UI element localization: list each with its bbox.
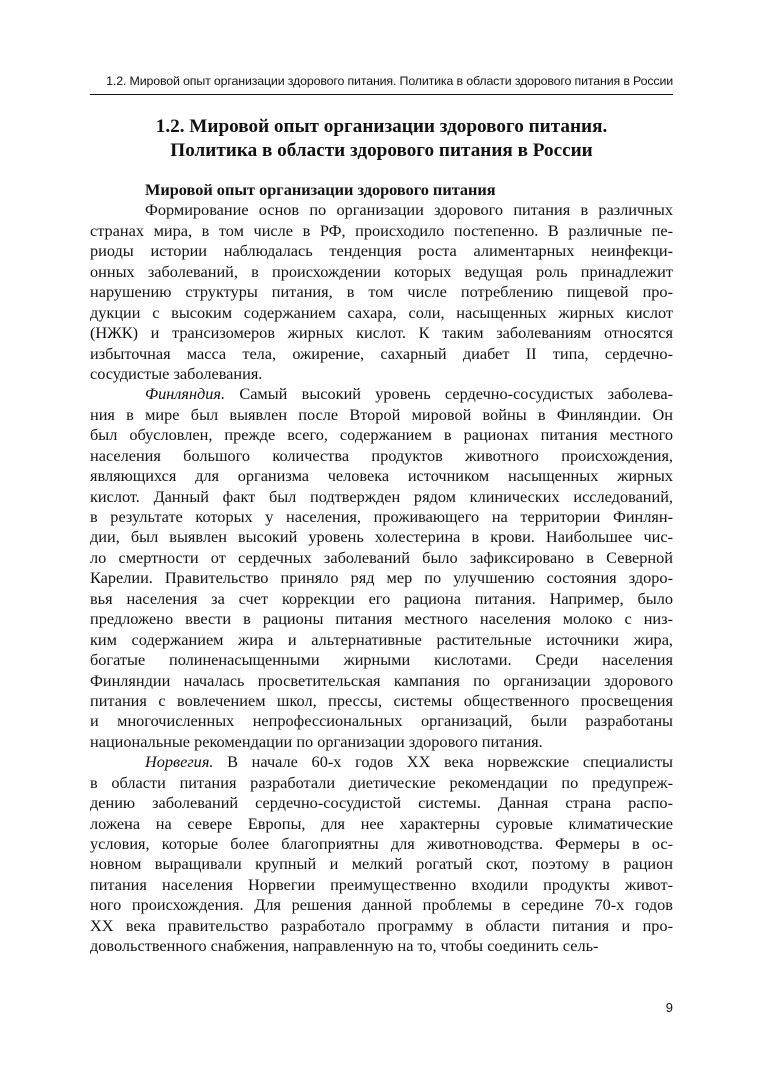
body-text (90, 180, 673, 957)
line-text: ложена на севере Европы, для нее характерны суровые климатические (90, 813, 673, 833)
text-line (90, 527, 673, 547)
line-text: вья населения за счет коррекции его рациона питания. Например, было (90, 588, 673, 608)
page-number: 9 (665, 1000, 673, 1015)
text-line (90, 548, 673, 568)
line-text: Карелии. Правительство приняло ряд мер по улучшению состояния здоро- (90, 568, 673, 588)
paragraph (90, 384, 673, 752)
line-text: ного происхождения. Для решения данной проблемы в середине 70-х годов (90, 895, 673, 915)
country-name: Норвегия. (145, 752, 214, 772)
text-line (90, 793, 673, 813)
line-text: был обусловлен, прежде всего, содержанием в рационах питания местного (90, 425, 673, 445)
chapter-title-line-1: 1.2. Мировой опыт организации здорового питания. (155, 116, 608, 137)
line-text: ким содержанием жира и альтернативные растительные источники жира, (90, 629, 673, 649)
line-text: питания населения Норвегии преимущественно входили продукты живот- (90, 874, 673, 894)
line-text: питания с вовлечением школ, прессы, системы общественного просвещения (90, 690, 673, 710)
text-line (90, 323, 673, 343)
text-line (90, 446, 673, 466)
line-text: Формирование основ по организации здорового питания в различных (145, 200, 673, 220)
text-line (90, 814, 673, 834)
text-line (90, 466, 673, 486)
text-line (90, 589, 673, 609)
line-text: богатые полиненасыщенными жирными кислотами. Среди населения (90, 650, 673, 670)
text-line (90, 875, 673, 895)
text-line (90, 344, 673, 364)
text-line (90, 241, 673, 261)
text-line (90, 895, 673, 915)
text-line (90, 282, 673, 302)
text-line (90, 936, 673, 956)
text-line (90, 405, 673, 425)
text-line (90, 200, 673, 220)
line-text: избыточная масса тела, ожирение, сахарный диабет II типа, сердечно- (90, 343, 673, 363)
line-text: условия, которые более благоприятны для животноводства. Фермеры в ос- (90, 834, 673, 854)
text-line (90, 425, 673, 445)
text-line (90, 650, 673, 670)
line-text: странах мира, в том числе в РФ, происходило постепенно. В различные пе- (90, 220, 673, 240)
line-text: в результате которых у населения, проживающего на территории Финлян- (90, 507, 673, 527)
text-line (90, 609, 673, 629)
line-text: населения большого количества продуктов животного происхождения, (90, 445, 673, 465)
line-text: и многочисленных непрофессиональных организаций, были разработаны (90, 711, 673, 731)
text-line (90, 303, 673, 323)
text-line (90, 630, 673, 650)
line-text: кислот. Данный факт был подтвержден рядом клинических исследований, (90, 486, 673, 506)
line-text: национальные рекомендации по организации здорового питания. (90, 731, 543, 751)
line-text: риоды истории наблюдалась тенденция роста алиментарных неинфекци- (90, 241, 673, 261)
line-text: В начале 60-х годов XX века норвежские специалисты (213, 752, 673, 772)
text-line (90, 732, 673, 752)
line-text: XX века правительство разработало программу в области питания и про- (90, 915, 673, 935)
text-line (90, 384, 673, 404)
line-text: сосудистые заболевания. (90, 363, 263, 383)
line-text: Самый высокий уровень сердечно-сосудистых заболева- (225, 384, 673, 404)
text-line (90, 834, 673, 854)
line-text: ния в мире был выявлен после Второй мировой войны в Финляндии. Он (90, 404, 673, 424)
chapter-title-line-2: Политика в области здорового питания в России (170, 140, 593, 161)
line-text: являющихся для организма человека источником насыщенных жирных (90, 466, 673, 486)
text-line (90, 364, 673, 384)
paragraph (90, 752, 673, 956)
line-text: предложено ввести в рационы питания местного населения молоко с низ- (90, 609, 673, 629)
text-line (90, 752, 673, 772)
paragraph (90, 200, 673, 384)
country-name: Финляндия. (145, 384, 226, 404)
text-line (90, 711, 673, 731)
line-text: дии, был выявлен высокий уровень холестерина в крови. Наибольшее чис- (90, 527, 673, 547)
line-text: нарушению структуры питания, в том числе потреблению пищевой про- (90, 282, 673, 302)
text-line (90, 671, 673, 691)
line-text: (НЖК) и трансизомеров жирных кислот. К таким заболеваниям относятся (90, 323, 673, 343)
text-line (90, 487, 673, 507)
text-line (90, 568, 673, 588)
text-line (90, 773, 673, 793)
text-line (90, 507, 673, 527)
line-text: довольственного снабжения, направленную на то, чтобы соединить сель- (90, 936, 599, 956)
paragraphs (90, 200, 673, 956)
running-header: 1.2. Мировой опыт организации здорового питания. Политика в области здорового питания в России (106, 74, 673, 88)
header-rule (90, 94, 673, 95)
line-text: дукции с высоким содержанием сахара, соли, насыщенных жирных кислот (90, 302, 673, 322)
line-text: новном выращивали крупный и мелкий рогатый скот, поэтому в рацион (90, 854, 673, 874)
text-line (90, 691, 673, 711)
line-text: в области питания разработали диетические рекомендации по предупреж- (90, 772, 673, 792)
text-line (90, 221, 673, 241)
line-text: дению заболеваний сердечно-сосудистой системы. Данная страна распо- (90, 793, 673, 813)
text-line (90, 262, 673, 282)
chapter-title (90, 115, 673, 163)
line-text: Финляндии началась просветительская кампания по организации здорового (90, 670, 673, 690)
line-text: ло смертности от сердечных заболеваний было зафиксировано в Северной (90, 547, 673, 567)
text-line (90, 854, 673, 874)
text-line (90, 916, 673, 936)
section-subheading: Мировой опыт организации здорового питания (145, 180, 496, 199)
line-text: онных заболеваний, в происхождении которых ведущая роль принадлежит (90, 261, 673, 281)
